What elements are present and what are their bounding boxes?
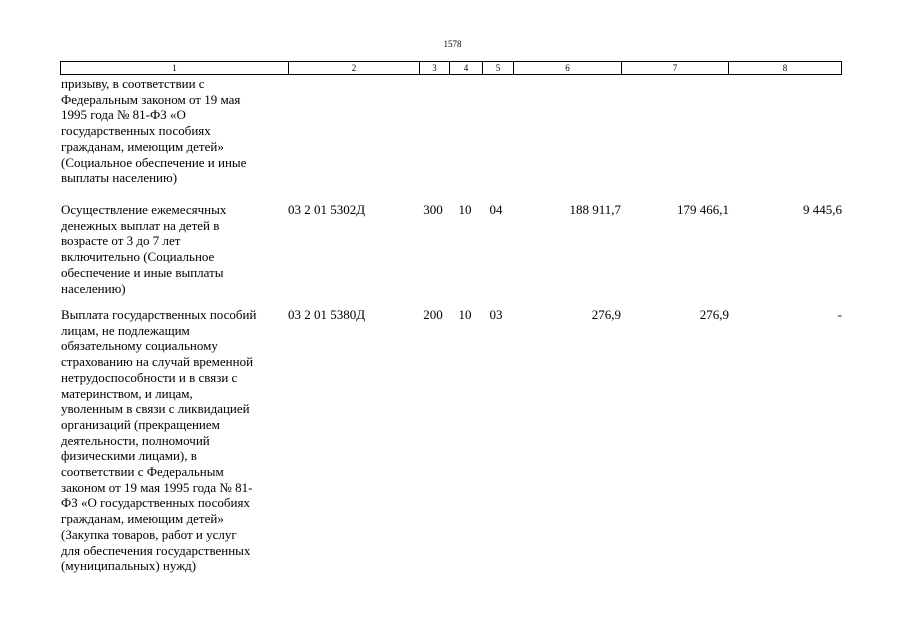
header-col-1: 1 — [61, 62, 289, 74]
row-col-5: 03 — [489, 307, 503, 322]
header-col-8: 8 — [782, 63, 788, 73]
header-col-2: 2 — [289, 62, 420, 74]
row-col-7: 179 466,1 — [677, 202, 729, 217]
row-description: Выплата государственных пособий лицам, не подлежащим обязательному социальному страхованию на случай временной нетрудоспособности и в связи с материнством, и лицам, уволенным в связи с ликвидацией организаций (прекращением деятельности, полномочий физическими лицами), в соответствии с Федеральным законом от 19 мая 1995 года № 81- ФЗ «О государственных пособиях гражданам, имеющим детей» (Закупка товаров, работ и услуг для обеспечения государственных (муниципальных) нужд) — [61, 307, 257, 574]
header-col-4: 4 — [450, 62, 483, 74]
page-number: 1578 — [443, 39, 462, 49]
row-col-7: 276,9 — [699, 307, 729, 322]
row-col-8: 9 445,6 — [803, 202, 842, 217]
row-col-4: 10 — [458, 202, 472, 217]
row-col-8: - — [837, 307, 842, 322]
row-code: 03 2 01 5380Д — [288, 307, 366, 322]
row-description: Осуществление ежемесячных денежных выплат на детей в возрасте от 3 до 7 лет включительно (Социальное обеспечение и иные выплаты населению) — [61, 202, 227, 296]
row-code: 03 2 01 5302Д — [288, 202, 366, 217]
table-header-row — [60, 61, 842, 75]
row-col-3: 300 — [423, 202, 443, 217]
row-col-4: 10 — [458, 307, 472, 322]
header-col-5: 5 — [483, 62, 514, 74]
header-col-7: 7 — [622, 62, 729, 74]
row-col-5: 04 — [489, 202, 503, 217]
row-description: призыву, в соответствии с Федеральным законом от 19 мая 1995 года № 81-ФЗ «О государственных пособиях гражданам, имеющим детей» (Социальное обеспечение и иные выплаты населению) — [61, 76, 247, 186]
header-col-3: 3 — [420, 62, 450, 74]
row-col-3: 200 — [423, 307, 443, 322]
row-col-6: 276,9 — [591, 307, 621, 322]
row-col-6: 188 911,7 — [569, 202, 621, 217]
header-col-6: 6 — [514, 62, 622, 74]
